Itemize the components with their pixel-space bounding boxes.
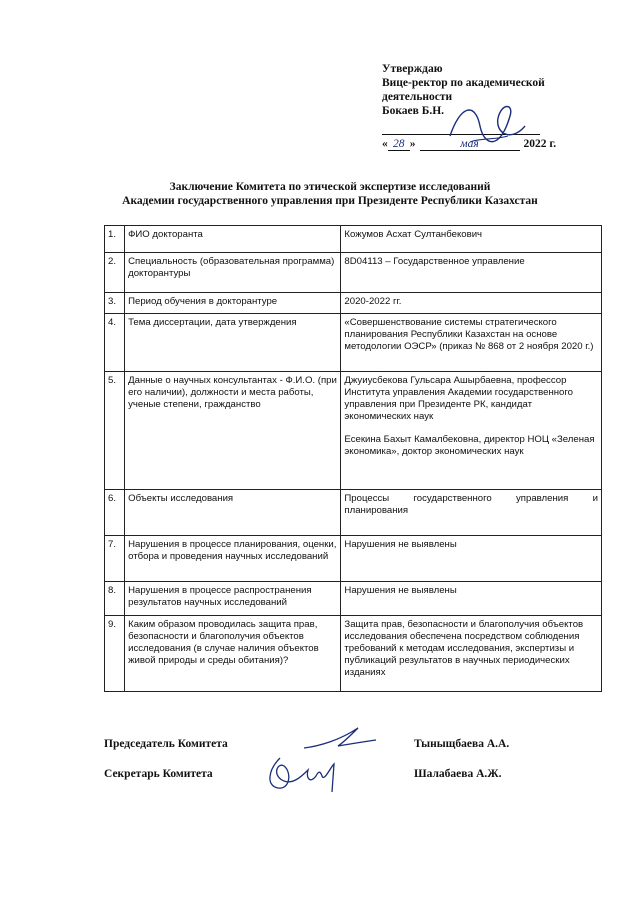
row-number: 3. xyxy=(105,293,125,314)
chair-signature xyxy=(300,722,380,754)
consultant-2: Есекина Бахыт Камалбековна, директор НОЦ «Зеленая экономика», доктор экономических наук xyxy=(344,434,595,457)
row-label: Специальность (образовательная программа) докторантуры xyxy=(125,253,341,293)
approval-heading: Утверждаю xyxy=(382,63,443,75)
row-number: 6. xyxy=(105,490,125,536)
row-value xyxy=(341,372,602,490)
row-value: Нарушения не выявлены xyxy=(341,582,602,616)
row-number: 8. xyxy=(105,582,125,616)
row-label: Объекты исследования xyxy=(125,490,341,536)
row-label: Нарушения в процессе планирования, оценки, отбора и проведения научных исследований xyxy=(125,536,341,582)
table-row xyxy=(105,226,602,253)
title-line-2: Академии государственного управления при Президенте Республики Казахстан xyxy=(122,195,538,207)
secretary-name: Шалабаева А.Ж. xyxy=(414,768,502,780)
date-close-quote: » xyxy=(409,138,416,150)
row-label: Нарушения в процессе распространения результатов научных исследований xyxy=(125,582,341,616)
approval-position-cont: деятельности xyxy=(382,91,453,103)
table-row xyxy=(105,536,602,582)
row-value: Нарушения не выявлены xyxy=(341,536,602,582)
table-row xyxy=(105,372,602,490)
table-row xyxy=(105,582,602,616)
date-day: 28 xyxy=(388,138,410,151)
date-open-quote: « xyxy=(382,138,388,150)
row-label: Тема диссертации, дата утверждения xyxy=(125,314,341,372)
chair-role: Председатель Комитета xyxy=(104,738,228,750)
table-row xyxy=(105,253,602,293)
approval-name: Бокаев Б.Н. xyxy=(382,105,445,117)
table-row xyxy=(105,490,602,536)
row-value: Защита прав, безопасности и благополучия объектов исследования обеспечена посредством соблюдения требований к методам исследования, экспертизы и публикаций результатов в научных периодических изданиях xyxy=(341,616,602,692)
row-value: «Совершенствование системы стратегического планирования Республики Казахстан на основе методологии ОЭСР» (приказ № 868 от 2 ноября 2020 г.) xyxy=(341,314,602,372)
row-label: Период обучения в докторантуре xyxy=(125,293,341,314)
table-row xyxy=(105,314,602,372)
secretary-role: Секретарь Комитета xyxy=(104,768,213,780)
consultant-1: Джуиусбекова Гульсара Ашырбаевна, профессор Института управления Академии государственного управления при Президенте РК, кандидат экономических наук xyxy=(344,375,574,422)
approval-signature xyxy=(440,96,530,156)
row-number: 5. xyxy=(105,372,125,490)
document-title xyxy=(60,180,600,208)
table-row xyxy=(105,293,602,314)
row-value: 2020-2022 гг. xyxy=(341,293,602,314)
row-number: 4. xyxy=(105,314,125,372)
row-number: 9. xyxy=(105,616,125,692)
row-number: 2. xyxy=(105,253,125,293)
row-value: Процессы государственного управления и планирования xyxy=(341,490,602,536)
row-number: 7. xyxy=(105,536,125,582)
approval-position: Вице-ректор по академической xyxy=(382,77,545,89)
row-label: Данные о научных консультантах - Ф.И.О. (при его наличии), должности и места работы, ученые степени, гражданство xyxy=(125,372,341,490)
secretary-signature xyxy=(262,752,352,800)
title-line-1: Заключение Комитета по этической экспертизе исследований xyxy=(169,181,491,193)
table-row xyxy=(105,616,602,692)
row-value: Кожумов Асхат Султанбекович xyxy=(341,226,602,253)
chair-name: Тыныщбаева А.А. xyxy=(414,738,510,750)
row-label: ФИО докторанта xyxy=(125,226,341,253)
row-value: 8D04113 – Государственное управление xyxy=(341,253,602,293)
conclusion-table xyxy=(104,225,602,692)
date-year: 2022 г. xyxy=(523,138,557,150)
row-label: Каким образом проводилась защита прав, безопасности и благополучия объектов исследования (в случае наличия объектов живой природы и среды обитания)? xyxy=(125,616,341,692)
date-month: мая xyxy=(420,138,520,151)
row-number: 1. xyxy=(105,226,125,253)
